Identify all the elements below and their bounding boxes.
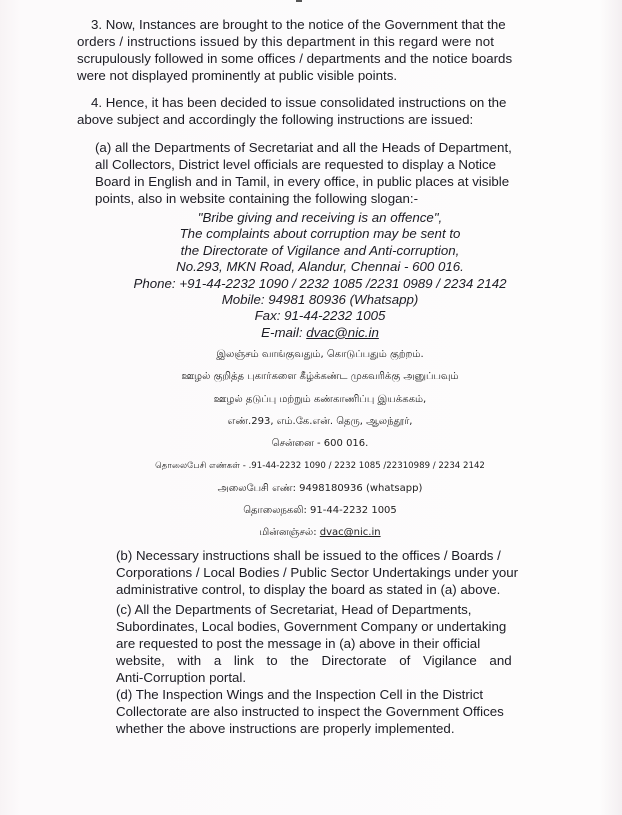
tamil-mobile: அலைபேசி எண்: 9498180936 (whatsapp) [217, 482, 423, 494]
instruction-b-line: Corporations / Local Bodies / Public Sector Undertakings under your [116, 565, 519, 580]
email-link[interactable]: dvac@nic.in [306, 324, 379, 340]
tamil-slogan-line: ஊழல் தடுப்பு மற்றும் கண்காணிப்பு இயக்ககம், [213, 393, 427, 405]
page-top-mark [296, 0, 302, 2]
slogan-mobile: Mobile: 94981 80936 (Whatsapp) [221, 292, 419, 308]
paragraph-3-line: 3. Now, Instances are brought to the notice of the Government that the [91, 17, 506, 32]
paragraph-4-line: above subject and accordingly the following instructions are issued: [77, 112, 474, 127]
slogan-tamil [100, 344, 540, 545]
instruction-b-line: administrative control, to display the board as stated in (a) above. [116, 582, 501, 597]
instruction-a-line: all Collectors, District level officials are requested to display a Notice [95, 157, 497, 172]
tamil-email-row [100, 522, 540, 544]
instruction-c [116, 601, 546, 686]
paragraph-4 [77, 94, 545, 128]
tamil-phone: தொலைபேசி எண்கள் - .91-44-2232 1090 / 2232 1085 /22310989 / 2234 2142 [155, 461, 485, 472]
instruction-a-line: Board in English and in Tamil, in every office, in public places at visible [95, 174, 510, 189]
instruction-d-line: whether the above instructions are properly implemented. [116, 721, 455, 736]
instruction-c-line: are requested to post the message in (a) above in their official [116, 636, 481, 651]
slogan-line: "Bribe giving and receiving is an offence", [197, 210, 443, 225]
instruction-c-line: (c) All the Departments of Secretariat, Head of Departments, [116, 602, 472, 617]
tamil-email-link[interactable]: dvac@nic.in [319, 527, 381, 539]
tamil-address: எண்.293, எம்.கே.என். தெரு, ஆலந்தூர், [227, 415, 413, 427]
instruction-d [116, 686, 546, 737]
slogan-line: The complaints about corruption may be sent to [179, 226, 461, 242]
slogan-email-row [100, 325, 540, 341]
instruction-a-line: (a) all the Departments of Secretariat and all the Heads of Department, [95, 140, 512, 155]
tamil-city: சென்னை - 600 016. [271, 438, 369, 450]
instruction-c-line: website, with a link to the Directorate of Vigilance and [116, 653, 512, 668]
paragraph-3-line: scrupulously followed in some offices / departments and the notice boards [77, 51, 513, 66]
slogan-line: the Directorate of Vigilance and Anti-corruption, [180, 242, 460, 258]
instruction-c-line: Anti-Corruption portal. [116, 670, 247, 685]
slogan-phone: Phone: +91-44-2232 1090 / 2232 1085 /2231 0989 / 2234 2142 [133, 275, 507, 291]
instruction-b-line: (b) Necessary instructions shall be issued to the offices / Boards / [116, 548, 501, 563]
instruction-b [116, 547, 546, 598]
slogan-email-label: E-mail: [261, 324, 307, 340]
paragraph-3-line: orders / instructions issued by this department in this regard were not [77, 34, 495, 49]
tamil-fax: தொலைநகலி: 91-44-2232 1005 [243, 505, 397, 517]
tamil-slogan-line: ஊழல் குறித்த புகார்களை கீழ்க்கண்ட முகவரிக்கு அனுப்பவும் [181, 371, 459, 383]
paragraph-3 [77, 16, 545, 84]
instruction-d-line: (d) The Inspection Wings and the Inspection Cell in the District [116, 687, 484, 702]
instruction-c-line: Subordinates, Local bodies, Government Company or undertaking [116, 619, 507, 634]
slogan-fax: Fax: 91-44-2232 1005 [254, 308, 386, 324]
tamil-email-label: மின்னஞ்சல்: [259, 527, 320, 539]
slogan-address: No.293, MKN Road, Alandur, Chennai - 600 016. [176, 259, 464, 275]
instruction-a-line: points, also in website containing the following slogan:- [95, 191, 419, 206]
tamil-slogan-line: இலஞ்சம் வாங்குவதும், கொடுப்பதும் குற்றம். [216, 349, 424, 360]
instruction-d-line: Collectorate are also instructed to inspect the Government Offices [116, 704, 504, 719]
instruction-a [95, 139, 545, 207]
slogan-english [100, 210, 540, 341]
paragraph-3-line: were not displayed prominently at public visible points. [77, 68, 398, 83]
paragraph-4-line: 4. Hence, it has been decided to issue consolidated instructions on the [91, 95, 507, 110]
